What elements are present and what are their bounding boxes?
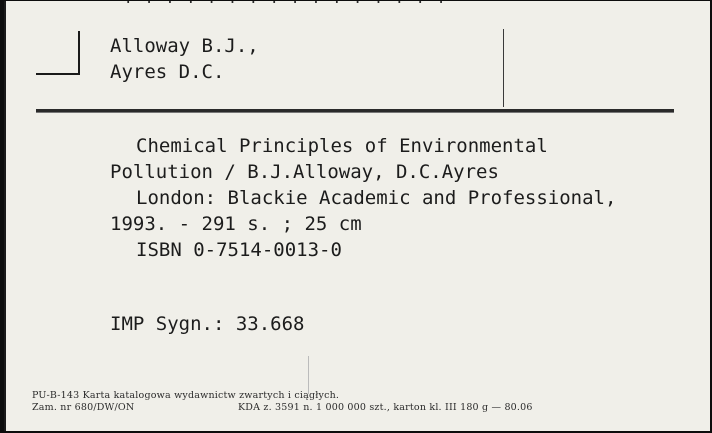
footer-line-2-left: Zam. nr 680/DW/ON: [32, 402, 135, 413]
author-line-2: Ayres D.C.: [110, 61, 225, 83]
footer-line-2-right: KDA z. 3591 n. 1 000 000 szt., karton kl. III 180 g — 80.06: [238, 402, 533, 413]
center-guide-mark: [308, 356, 309, 394]
imprint-line-2: 1993. - 291 s. ; 25 cm: [110, 213, 362, 235]
top-edge-marks: · · · · · · · · · · · · · · · ·: [124, 1, 448, 11]
header-divider-vertical: [503, 29, 504, 107]
header-rule-shadow: [36, 112, 674, 113]
call-number: IMP Sygn.: 33.668: [110, 313, 305, 335]
author-line-1: Alloway B.J.,: [110, 35, 259, 57]
title-line-1: Chemical Principles of Environmental: [136, 135, 548, 157]
catalog-card: [4, 1, 710, 431]
isbn-line: ISBN 0-7514-0013-0: [136, 239, 342, 261]
corner-mark-vertical: [78, 31, 80, 75]
corner-mark-horizontal: [36, 73, 80, 75]
imprint-line-1: London: Blackie Academic and Professional,: [136, 187, 617, 209]
title-line-2: Pollution / B.J.Alloway, D.C.Ayres: [110, 161, 499, 183]
footer-line-1: PU-B-143 Karta katalogowa wydawnictw zwartych i ciągłych.: [32, 390, 340, 401]
